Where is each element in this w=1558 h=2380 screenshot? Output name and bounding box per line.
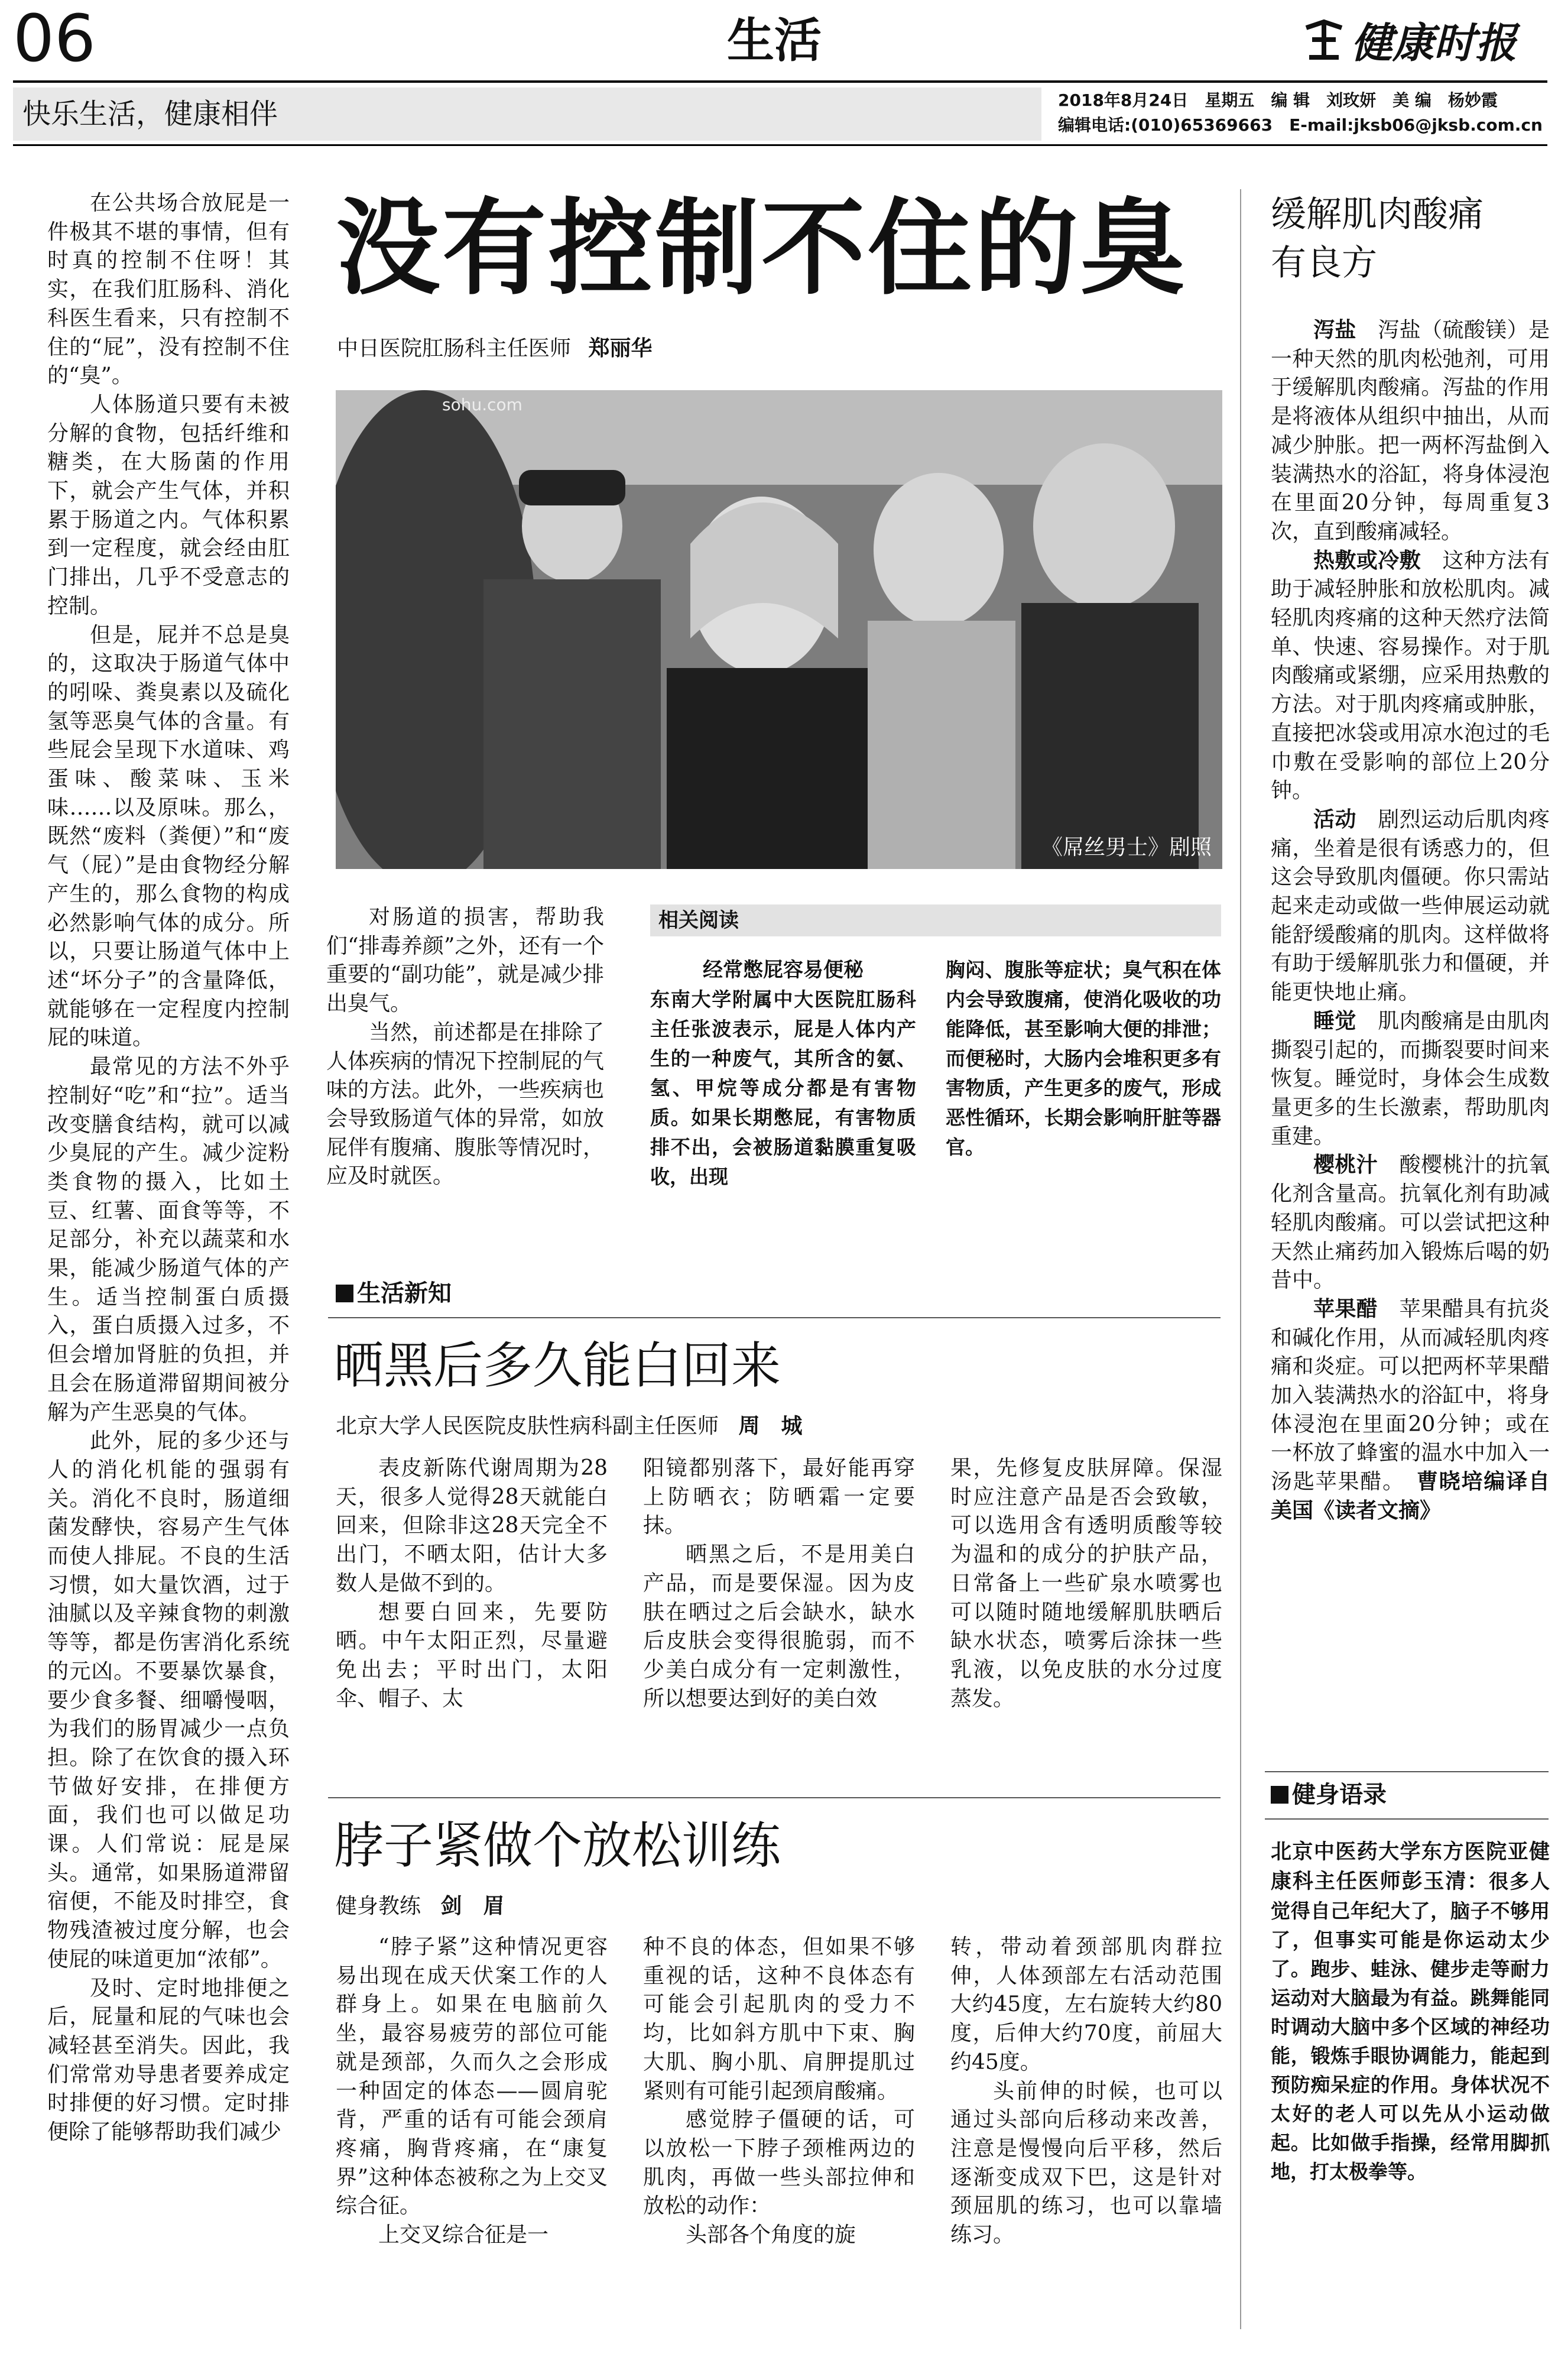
right-column-rule xyxy=(1240,189,1241,2329)
quote-speaker: 北京中医药大学东方医院亚健康科主任医师彭玉清： xyxy=(1271,1840,1550,1893)
byline-role: 北京大学人民医院皮肤性病科副主任医师 xyxy=(336,1414,719,1438)
photo-watermark: sohu.com xyxy=(442,395,522,414)
main-article-col2 xyxy=(326,903,604,1270)
neck-article-col3 xyxy=(950,1933,1222,2347)
fitness-quote-divider-bottom xyxy=(1265,1818,1549,1820)
byline-name: 郑丽华 xyxy=(588,336,653,361)
main-article-byline xyxy=(337,334,652,364)
life-knowledge-divider xyxy=(328,1317,1221,1318)
remedy-item: 苹果醋 苹果醋具有抗炎和碱化作用，从而减轻肌肉疼痛和炎症。可以把两杯苹果醋加入装满热水的浴缸中，将身体浸泡在里面20分钟；或在一杯放了蜂蜜的温水中加入一汤匙苹果醋。 曹晓培编译自美国《读者文摘》 xyxy=(1271,1296,1550,1523)
remedy-lead: 泻盐 xyxy=(1313,318,1356,342)
slogan: 快乐生活，健康相伴 xyxy=(22,98,278,131)
paragraph: 阳镜都别落下，最好能再穿上防晒衣；防晒霜一定要抹。 xyxy=(643,1456,915,1538)
paragraph: 及时、定时地排便之后，屁量和屁的气味也会减轻甚至消失。因此，我们常常劝导患者要养成定时排便的好习惯。定时排便除了能够帮助我们减少 xyxy=(47,1976,290,2145)
related-text-part1: 东南大学附属中大医院肛肠科主任张波表示，屁是人体内产生的一种废气，其所含的氨、氢、甲烷等成分都是有害物质。如果长期憋屁，有害物质排不出，会被肠道黏膜重复吸收，出现 xyxy=(650,988,916,1188)
photo-caption: 《屌丝男士》剧照 xyxy=(1041,835,1212,860)
life-knowledge-byline xyxy=(336,1412,802,1441)
life-knowledge-col1 xyxy=(336,1454,608,1785)
life-knowledge-col2 xyxy=(643,1454,915,1785)
paragraph: “脖子紧”这种情况更容易出现在成天伏案工作的人群身上。如果在电脑前久坐，最容易疲劳的部位可能就是颈部，久而久之会形成一种固定的体态——圆肩驼背，严重的话有可能会颈肩疼痛，胸背疼痛，在“康复界”这种体态被称之为上交叉综合征。 xyxy=(336,1935,608,2219)
fitness-quote-label: 健身语录 xyxy=(1271,1778,1387,1811)
contact-line: 编辑电话:(010)65369663 E-mail:jksb06@jksb.com.cn xyxy=(1058,115,1543,135)
paragraph: 此外，屁的多少还与人的消化机能的强弱有关。消化不良时，肠道细菌发酵快，容易产生气体而使人排屁。不良的生活习惯，如大量饮酒，过于油腻以及辛辣食物的刺激等等，都是伤害消化系统的元凶。不要暴饮暴食，要少食多餐、细嚼慢咽，为我们的肠胃减少一点负担。除了在饮食的摄入环节做好安排，在排便方面，我们也可以做足功课。人们常说：屁是屎头。通常，如果肠道滞留宿便，不能及时排空，食物残渣被过度分解，也会使屁的味道更加“浓郁”。 xyxy=(47,1429,290,1972)
life-knowledge-title: 晒黑后多久能白回来 xyxy=(334,1337,781,1395)
muscle-article-title xyxy=(1271,190,1484,287)
paragraph: 上交叉综合征是一 xyxy=(378,2223,549,2248)
neck-article-byline xyxy=(336,1892,504,1921)
paragraph: 表皮新陈代谢周期为28天，很多人觉得28天就能白回来，但除非这28天完全不出门，不晒太阳，估计大多数人是做不到的。 xyxy=(336,1456,608,1596)
title-line: 缓解肌肉酸痛 xyxy=(1271,194,1484,235)
neck-article-col2 xyxy=(643,1933,915,2347)
byline-name: 剑 眉 xyxy=(440,1894,505,1918)
title-line: 有良方 xyxy=(1271,242,1377,284)
remedy-lead: 樱桃汁 xyxy=(1313,1153,1378,1178)
square-marker-icon xyxy=(1271,1786,1288,1804)
related-reading-col2: 胸闷、腹胀等症状；臭气积在体内会导致腹痛，使消化吸收的功能降低，甚至影响大便的排泄；而便秘时，大肠内会堆积更多有害物质，产生更多的废气，形成恶性循环，长期会影响肝脏等器官。 xyxy=(946,958,1221,1159)
remedy-lead: 活动 xyxy=(1313,807,1356,832)
paragraph: 想要白回来，先要防晒。中午太阳正烈，尽量避免出去；平时出门，太阳伞、帽子、太 xyxy=(336,1600,608,1711)
remedy-item: 睡觉 肌肉酸痛是由肌肉撕裂引起的，而撕裂要时间来恢复。睡觉时，身体会生成数量更多的生长激素，帮助肌肉重建。 xyxy=(1271,1009,1550,1149)
life-knowledge-label: 生活新知 xyxy=(336,1277,452,1310)
paragraph: 果，先修复皮肤屏障。保湿时应注意产品是否会致敏，可以选用含有透明质酸等较为温和的成分的护肤产品，日常备上一些矿泉水喷雾也可以随时随地缓解肌肤晒后缺水状态，喷雾后涂抹一些乳液，以免皮肤的水分过度蒸发。 xyxy=(950,1456,1222,1711)
byline-role: 健身教练 xyxy=(336,1894,421,1918)
paper-name: 健康时报 xyxy=(1351,18,1517,67)
page-number: 06 xyxy=(13,1,96,76)
paragraph: 种不良的体态，但如果不够重视的话，这种不良体态有可能会引起肌肉的受力不均，比如斜方肌中下束、胸大肌、胸小肌、肩胛提肌过紧则有可能引起颈肩酸痛。 xyxy=(643,1935,915,2103)
byline-role: 中日医院肛肠科主任医师 xyxy=(337,336,572,361)
logo-mark-icon xyxy=(1300,16,1348,63)
paragraph: 对肠道的损害，帮助我们“排毒养颜”之外，还有一个重要的“副功能”，就是减少排出臭气。 xyxy=(326,905,604,1016)
remedy-item: 泻盐 泻盐（硫酸镁）是一种天然的肌肉松弛剂，可用于缓解肌肉酸痛。泻盐的作用是将液体从组织中抽出，从而减少肿胀。把一两杯泻盐倒入装满热水的浴缸，将身体浸泡在里面20分钟，每周重复3次，直到酸痛减轻。 xyxy=(1271,318,1550,544)
square-marker-icon xyxy=(336,1285,353,1302)
paragraph: 最常见的方法不外乎控制好“吃”和“拉”。适当改变膳食结构，就可以减少臭屁的产生。减少淀粉类食物的摄入，比如土豆、红薯、面食等等，不足部分，补充以蔬菜和水果，能减少肠道气体的产生。适当控制蛋白质摄入，蛋白质摄入过多，不但会增加肾脏的负担，并且会在肠道滞留期间被分解为产生恶臭的气体。 xyxy=(47,1055,290,1425)
life-knowledge-col3 xyxy=(950,1454,1222,1785)
photo-illustration xyxy=(336,390,1222,869)
main-article-col1 xyxy=(47,189,290,2329)
remedy-item: 热敷或冷敷 这种方法有助于减轻肿胀和放松肌肉。减轻肌肉疼痛的这种天然疗法简单、快速、容易操作。对于肌肉酸痛或紧绷，应采用热敷的方法。对于肌肉疼痛或肿胀，直接把冰袋或用凉水泡过的毛巾敷在受影响的部位上20分钟。 xyxy=(1271,548,1550,803)
date-line: 2018年8月24日 星期五 编 辑 刘玫妍 美 编 杨妙霞 xyxy=(1058,90,1498,110)
paper-logo xyxy=(1300,13,1517,66)
remedy-lead: 苹果醋 xyxy=(1313,1296,1378,1321)
paragraph: 感觉脖子僵硬的话，可以放松一下脖子颈椎两边的肌肉，再做一些头部拉伸和放松的动作： xyxy=(643,2107,915,2219)
related-reading-col1 xyxy=(650,955,916,1192)
paragraph: 头前伸的时候，也可以通过头部向后移动来改善，注意是慢慢向后平移，然后逐渐变成双下巴，这是针对颈屈肌的练习，也可以靠墙练习。 xyxy=(950,2079,1222,2248)
main-article-title: 没有控制不住的臭 xyxy=(336,187,1187,309)
fitness-quote-divider xyxy=(1265,1771,1549,1772)
article-credit: 曹晓培编译自美国《读者文摘》 xyxy=(1271,1470,1550,1523)
neck-article-title: 脖子紧做个放松训练 xyxy=(334,1817,781,1875)
remedy-lead: 睡觉 xyxy=(1313,1009,1356,1033)
byline-name: 周 城 xyxy=(738,1414,803,1438)
neck-article-divider xyxy=(328,1797,1221,1798)
muscle-article-body xyxy=(1271,316,1550,1759)
section-title: 生活 xyxy=(727,12,822,68)
related-reading xyxy=(650,904,1221,1259)
remedy-item: 活动 剧烈运动后肌肉疼痛，坐着是很有诱惑力的，但这会导致肌肉僵硬。你只需站起来走动或做一些伸展运动就能舒缓酸痛的肌肉。这样做将有助于缓解肌张力和僵硬，并能更快地止痛。 xyxy=(1271,807,1550,1005)
main-photo xyxy=(336,390,1222,869)
related-reading-label: 相关阅读 xyxy=(658,909,739,932)
paragraph: 但是，屁并不总是臭的，这取决于肠道气体中的吲哚、粪臭素以及硫化氢等恶臭气体的含量。有些屁会呈现下水道味、鸡蛋味、酸菜味、玉米味……以及原味。那么，既然“废料（粪便）”和“废气（屁）”是由食物经分解产生的，那么食物的构成必然影响气体的成分。所以，只要让肠道气体中上述“坏分子”的含量降低，就能够在一定程度内控制屁的味道。 xyxy=(47,622,290,1050)
paragraph: 头部各个角度的旋 xyxy=(686,2223,856,2248)
remedy-item: 樱桃汁 酸樱桃汁的抗氧化剂含量高。抗氧化剂有助减轻肌肉酸痛。可以尝试把这种天然止痛药加入锻炼后喝的奶昔中。 xyxy=(1271,1153,1550,1293)
quote-text: 很多人觉得自己年纪大了，脑子不够用了，但事实可能是你运动太少了。跑步、蛙泳、健步走等耐力运动对大脑最为有益。跳舞能同时调动大脑中多个区域的神经功能，锻炼手眼协调能力，能起到预防痴呆症的作用。身体状况不太好的老人可以先从小运动做起。比如做手指操，经常用脚抓地，打太极拳等。 xyxy=(1271,1870,1550,2183)
paragraph: 人体肠道只要有未被分解的食物，包括纤维和糖类，在大肠菌的作用下，就会产生气体，并积累于肠道之内。气体积累到一定程度，就会经由肛门排出，几乎不受意志的控制。 xyxy=(47,392,290,618)
paragraph: 当然，前述都是在排除了人体疾病的情况下控制屁的气味的方法。此外，一些疾病也会导致肠道气体的异常，如放屁伴有腹痛、腹胀等情况时，应及时就医。 xyxy=(326,1020,604,1189)
paragraph: 转，带动着颈部肌肉群拉伸，人体颈部左右活动范围大约45度，左右旋转大约80度，后伸大约70度，前屈大约45度。 xyxy=(950,1935,1222,2074)
paragraph: 在公共场合放屁是一件极其不堪的事情，但有时真的控制不住呀！其实，在我们肛肠科、消化科医生看来，只有控制不住的“屁”，没有控制不住的“臭”。 xyxy=(47,191,290,388)
neck-article-col1 xyxy=(336,1933,608,2347)
paragraph: 晒黑之后，不是用美白产品，而是要保湿。因为皮肤在晒过之后会缺水，缺水后皮肤会变得很脆弱，而不少美白成分有一定刺激性，所以想要达到好的美白效 xyxy=(643,1542,915,1711)
fitness-quote-body xyxy=(1271,1837,1550,2346)
remedy-lead: 热敷或冷敷 xyxy=(1313,548,1421,573)
related-headline: 经常憋屁容易便秘 xyxy=(703,958,864,982)
